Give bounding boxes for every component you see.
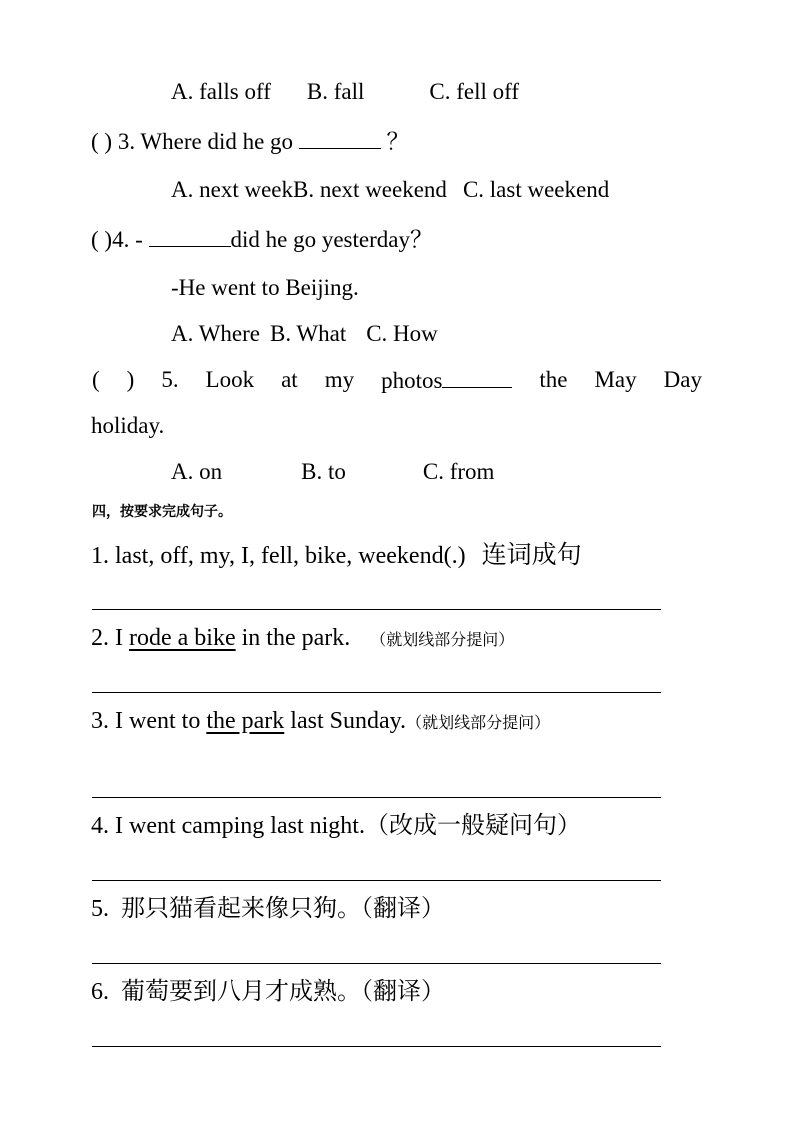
sentence-2-underlined: rode a bike (129, 625, 236, 651)
section-heading: 四，按要求完成句子。 (92, 504, 232, 520)
q5-word-with-blank (381, 365, 512, 396)
q4-option-b: B. What (269, 321, 347, 346)
q5-word: at (281, 367, 298, 392)
sentence-6-text: 葡萄要到八月才成熟。（翻译） (121, 977, 445, 1005)
q3-stem-text: 3. Where did he go (117, 129, 294, 154)
q5-paren-close: ) (126, 367, 135, 392)
sentence-3-instruction: （就划线部分提问） (406, 713, 551, 732)
sentence-5-text: 那只猫看起来像只狗。（翻译） (121, 894, 445, 922)
q5-word: the (539, 367, 568, 392)
q4-option-a: A. Where (171, 321, 260, 346)
sentence-2-instruction: （就划线部分提问） (370, 630, 515, 649)
sentence-5 (91, 893, 445, 924)
q5-word: Look (205, 367, 255, 392)
answer-line-4[interactable] (92, 880, 661, 881)
q4-option-c: C. How (366, 321, 438, 346)
q5-stem (92, 365, 702, 396)
q2-options (171, 77, 519, 107)
sentence-1-instruction: 连词成句 (481, 540, 582, 569)
sentence-1-text: 1. last, off, my, I, fell, bike, weekend(.) (91, 543, 466, 569)
q5-blank (442, 365, 512, 388)
q3-option-c: C. last weekend (462, 177, 610, 202)
q3-option-b: B. next weekend (293, 177, 447, 202)
q2-option-a: A. falls off (171, 79, 271, 104)
sentence-4-text: 4. I went camping last night. (91, 813, 365, 839)
sentence-4 (91, 810, 581, 841)
sentence-3-text: 3. I went to (91, 708, 207, 734)
q5-options (171, 457, 494, 487)
sentence-3-underlined: the park (206, 708, 285, 734)
answer-line-3[interactable] (92, 797, 661, 798)
q5-word: May (594, 367, 637, 392)
sentence-3-text-end: last Sunday. (284, 708, 407, 734)
q5-paren-open: ( (92, 367, 100, 392)
answer-line-6[interactable] (92, 1046, 661, 1047)
q5-word: photos (381, 368, 443, 393)
sentence-3 (91, 706, 550, 738)
q4-stem-end: did he go yesterday？ (230, 227, 433, 252)
answer-line-5[interactable] (92, 963, 661, 964)
q3-stem (91, 126, 410, 157)
sentence-5-number: 5. (91, 896, 109, 922)
q4-options (171, 319, 438, 349)
sentence-1 (91, 540, 582, 571)
sentence-6 (91, 976, 445, 1007)
sentence-2-text-end: in the park. (235, 625, 351, 651)
q5-word: Day (663, 367, 702, 392)
q4-stem (91, 224, 433, 255)
q3-option-a: A. next week (171, 177, 293, 202)
q5-word: my (324, 367, 355, 392)
sentence-6-number: 6. (91, 979, 109, 1005)
sentence-2 (91, 623, 514, 655)
q4-answer-line: -He went to Beijing. (171, 275, 359, 300)
q2-option-c: C. fell off (429, 79, 520, 104)
answer-line-1[interactable] (92, 609, 661, 610)
q3-blank (299, 126, 381, 149)
q4-blank (149, 224, 231, 247)
q5-option-a: A. on (171, 459, 223, 484)
q5-option-c: C. from (422, 459, 495, 484)
q5-option-b: B. to (301, 459, 346, 484)
sentence-2-text: 2. I (91, 625, 129, 651)
q3-options (171, 175, 609, 205)
q3-stem-end: ？ (386, 129, 410, 154)
answer-line-2[interactable] (92, 692, 661, 693)
q4-answer-paren: ( ) (91, 227, 113, 252)
q5-word: 5. (161, 367, 179, 392)
q3-answer-paren: ( ) (91, 129, 113, 154)
q4-stem-text: 4. - (112, 227, 143, 252)
sentence-4-instruction: （改成一般疑问句） (364, 811, 581, 839)
q2-option-b: B. fall (306, 79, 365, 104)
q5-continuation: holiday. (91, 413, 165, 438)
